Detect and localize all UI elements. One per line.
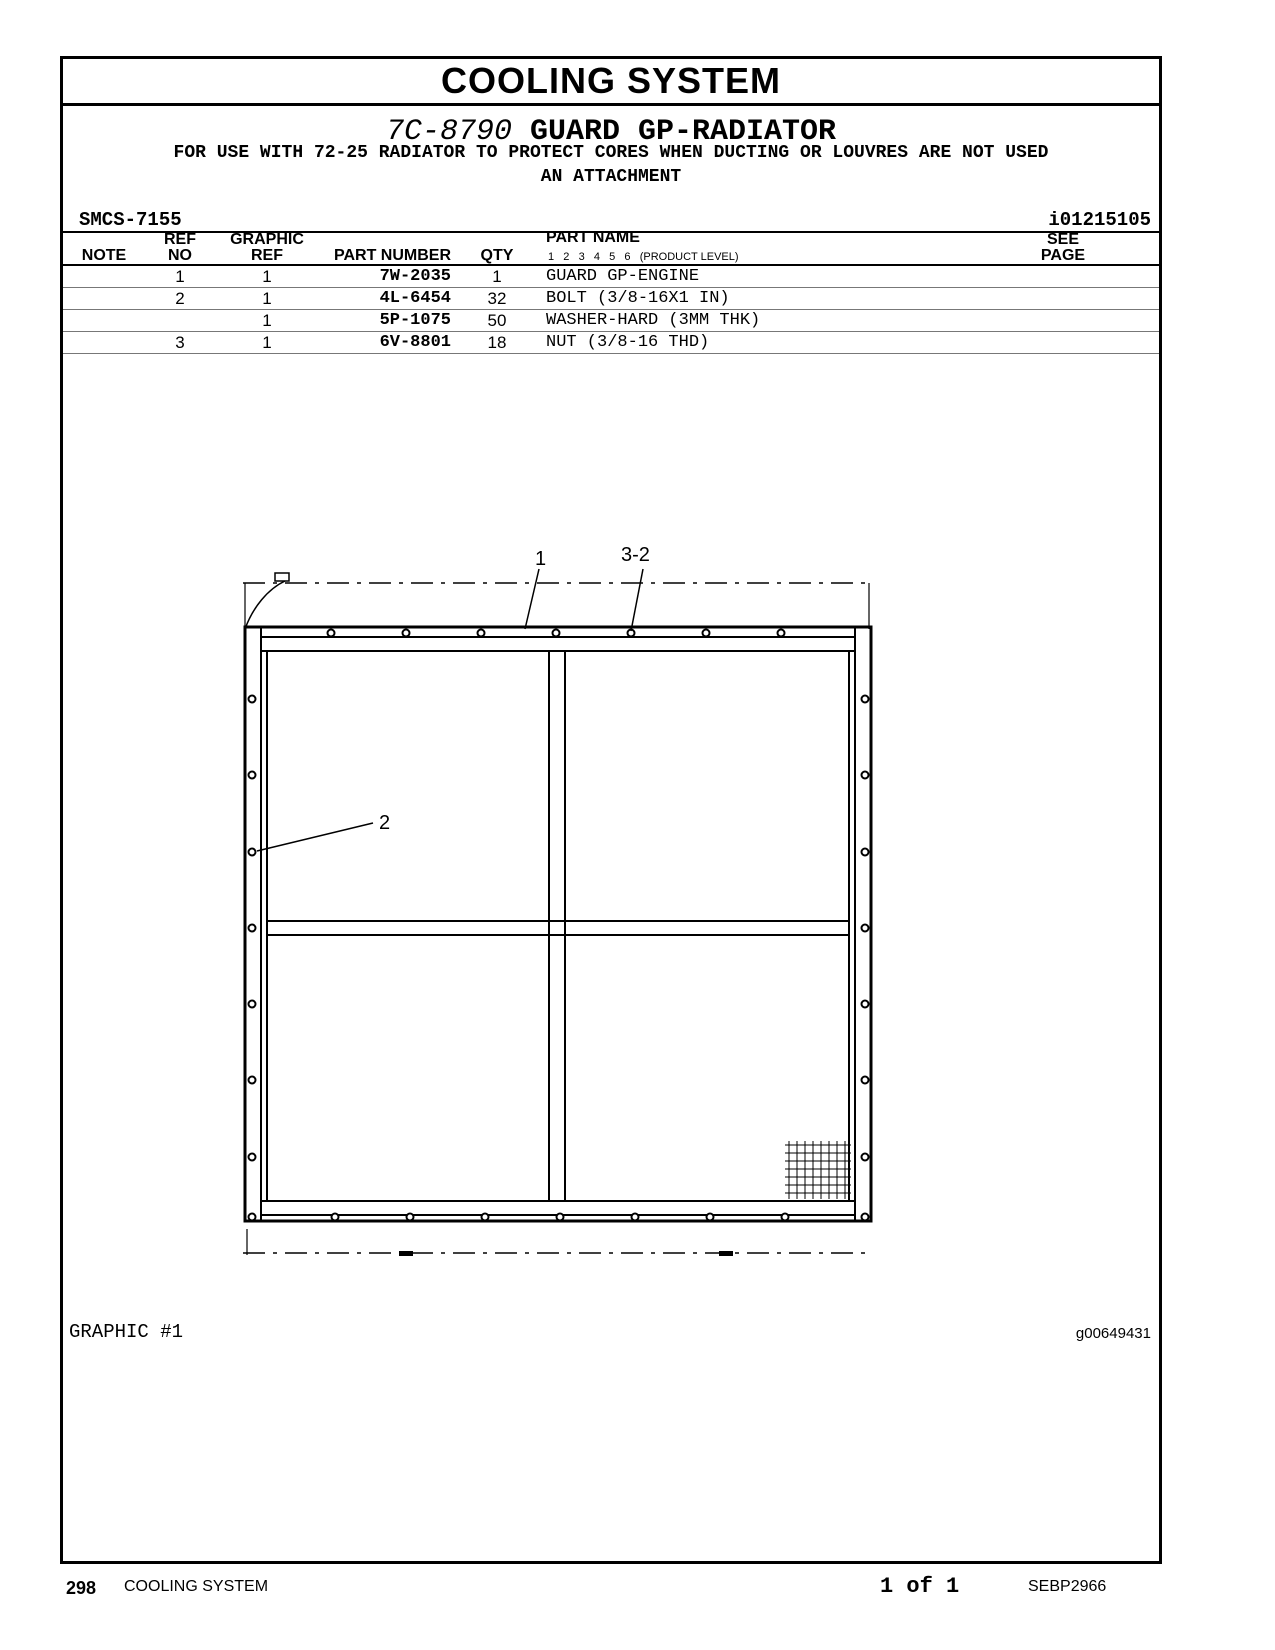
part-description-1: FOR USE WITH 72-25 RADIATOR TO PROTECT CORES WHEN DUCTING OR LOUVRES ARE NOT USED [173,143,1049,163]
footer-doc-id: SEBP2966 [1028,1578,1107,1595]
row1-part-number: 7W-2035 [379,267,451,286]
row1-part-name: GUARD GP-ENGINE [546,267,700,286]
part-description-2: AN ATTACHMENT [540,167,682,187]
info-id: i01215105 [1048,209,1151,231]
row2-part-name: BOLT (3/8-16X1 IN) [546,289,730,308]
callout-3-2: 3-2 [621,544,650,566]
row1-graphic-ref: 1 [262,267,272,286]
graphic-id: g00649431 [1075,1325,1151,1342]
row3-part-number: 5P-1075 [379,311,451,330]
row2-part-number: 4L-6454 [379,289,451,308]
header-qty: QTY [480,247,514,264]
row2-qty: 32 [487,289,507,308]
callout-1: 1 [535,548,547,570]
header-ref-top: REF [164,231,196,248]
part-number-title: 7C-8790 [385,115,512,149]
radiator-guard-drawing [63,59,1159,1299]
header-product-level: 1 2 3 4 5 6 (PRODUCT LEVEL) [548,251,739,263]
header-graphic-top: GRAPHIC [230,231,304,248]
callout-2: 2 [379,812,391,834]
row3-part-name: WASHER-HARD (3MM THK) [546,311,761,330]
row4-part-name: NUT (3/8-16 THD) [546,333,710,352]
header-part-name: PART NAME [546,229,640,246]
row1-qty: 1 [492,267,502,286]
header-part-number: PART NUMBER [333,247,451,264]
footer-page-of: 1 of 1 [880,1574,960,1599]
header-see-top: SEE [1046,231,1079,248]
page-frame [60,56,1162,1564]
row4-part-number: 6V-8801 [379,333,451,352]
graphic-label: GRAPHIC #1 [69,1321,184,1343]
row4-ref: 3 [175,333,185,352]
row3-graphic-ref: 1 [262,311,272,330]
row4-graphic-ref: 1 [262,333,272,352]
row3-qty: 50 [487,311,507,330]
header-graphic-bottom: REF [251,247,283,264]
part-name-title: GUARD GP-RADIATOR [529,115,837,149]
row4-qty: 18 [487,333,507,352]
footer-page-number: 298 [66,1578,97,1598]
row2-graphic-ref: 1 [262,289,272,308]
row1-ref: 1 [175,267,185,286]
row2-ref: 2 [175,289,185,308]
header-ref-bottom: NO [168,247,192,264]
footer-section: COOLING SYSTEM [124,1578,269,1595]
section-title: COOLING SYSTEM [440,60,782,101]
smcs-code: SMCS-7155 [79,209,182,231]
header-note: NOTE [81,247,127,264]
header-see-bottom: PAGE [1040,247,1086,264]
